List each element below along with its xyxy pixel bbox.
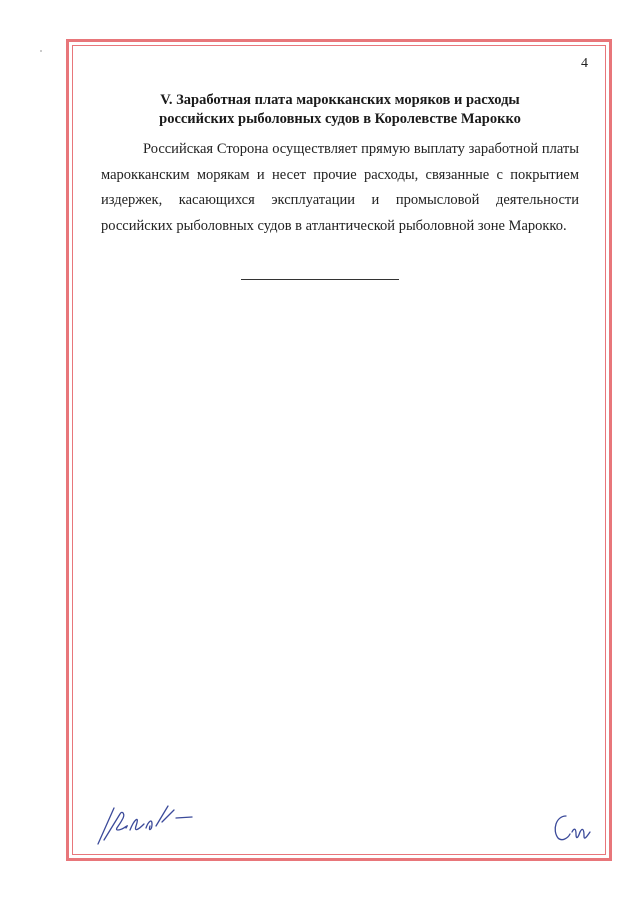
- page-number: 4: [581, 56, 588, 71]
- body-paragraph: Российская Сторона осуществляет прямую выплату заработной платы марокканским морякам и несет прочие расходы, связанные с покрытием издержек, касающихся эксплуатации и промысловой деятельности российских рыболовных судов в атлантической рыболовной зоне Марокко.: [101, 141, 579, 234]
- section-title: [100, 91, 580, 129]
- section-title-line-2: российских рыболовных судов в Королевстве Марокко: [159, 111, 521, 127]
- left-signature-icon: [92, 800, 202, 850]
- closing-rule: [241, 279, 399, 280]
- scan-speck: [40, 50, 42, 52]
- right-signature-icon: [548, 808, 608, 848]
- section-title-line-1: V. Заработная плата марокканских моряков и расходы: [160, 92, 520, 108]
